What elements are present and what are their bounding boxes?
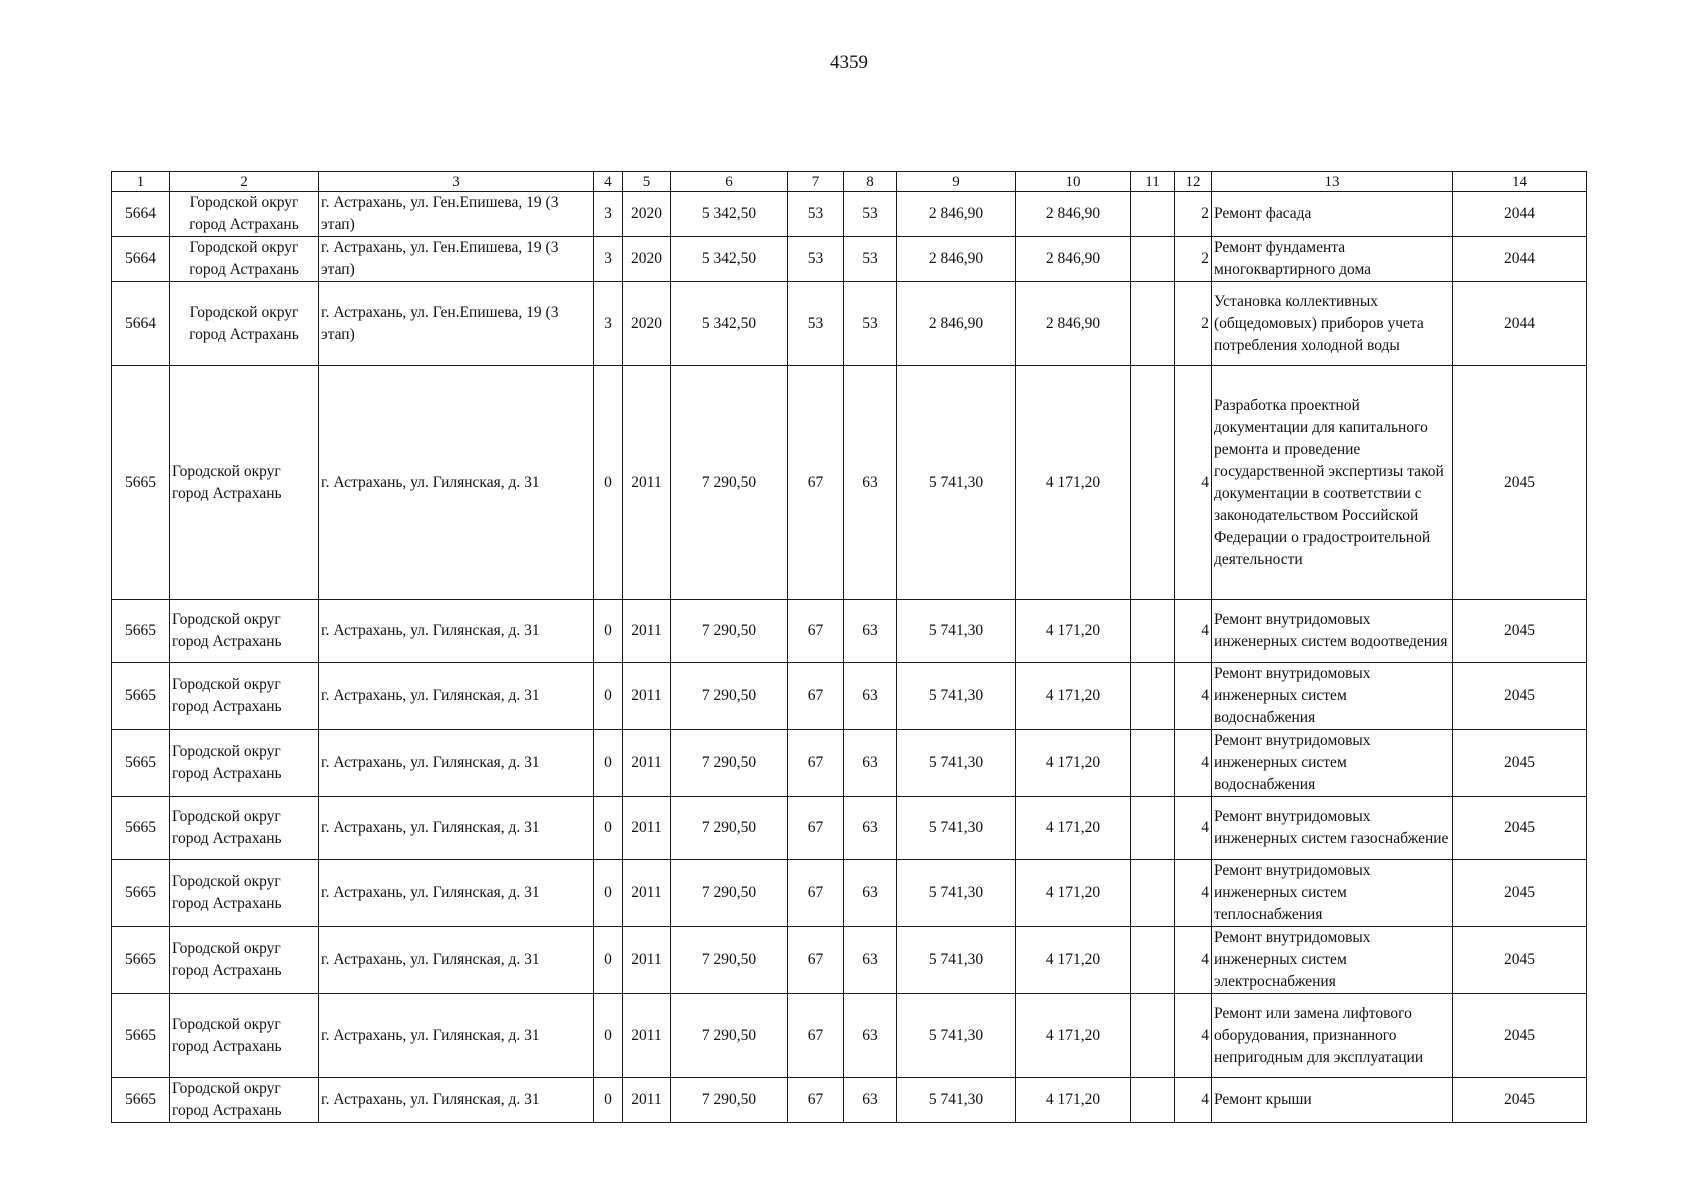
cell-col9: 5 741,30	[897, 663, 1016, 730]
cell-address: г. Астрахань, ул. Гилянская, д. 31	[319, 994, 594, 1078]
cell-year: 2011	[623, 927, 671, 994]
column-header: 10	[1016, 172, 1131, 192]
cell-col7: 53	[788, 282, 844, 366]
cell-address: г. Астрахань, ул. Гилянская, д. 31	[319, 600, 594, 663]
cell-area: 7 290,50	[671, 366, 788, 600]
cell-plan-year: 2045	[1453, 600, 1587, 663]
cell-plan-year: 2045	[1453, 1078, 1587, 1123]
table-row	[112, 860, 1587, 927]
cell-work-type: Ремонт внутридомовых инженерных систем электроснабжения	[1212, 927, 1453, 994]
cell-plan-year: 2045	[1453, 927, 1587, 994]
cell-col8: 63	[844, 797, 897, 860]
cell-year: 2011	[623, 366, 671, 600]
cell-year: 2011	[623, 663, 671, 730]
cell-col11	[1131, 192, 1175, 237]
cell-municipality: Городской округ город Астрахань	[170, 600, 319, 663]
table-row	[112, 237, 1587, 282]
cell-col9: 2 846,90	[897, 282, 1016, 366]
cell-col12: 2	[1175, 282, 1212, 366]
cell-id: 5665	[112, 994, 170, 1078]
cell-area: 7 290,50	[671, 663, 788, 730]
cell-id: 5665	[112, 797, 170, 860]
cell-address: г. Астрахань, ул. Гилянская, д. 31	[319, 1078, 594, 1123]
column-header: 5	[623, 172, 671, 192]
cell-col9: 5 741,30	[897, 366, 1016, 600]
cell-col8: 63	[844, 994, 897, 1078]
cell-col4: 0	[594, 860, 623, 927]
cell-col12: 2	[1175, 192, 1212, 237]
cell-plan-year: 2045	[1453, 366, 1587, 600]
cell-col7: 67	[788, 797, 844, 860]
cell-work-type: Ремонт внутридомовых инженерных систем газоснабжение	[1212, 797, 1453, 860]
cell-year: 2011	[623, 730, 671, 797]
table-row	[112, 366, 1587, 600]
cell-col12: 4	[1175, 797, 1212, 860]
cell-municipality: Городской округ город Астрахань	[170, 927, 319, 994]
cell-address: г. Астрахань, ул. Гилянская, д. 31	[319, 860, 594, 927]
cell-col9: 5 741,30	[897, 730, 1016, 797]
capital-repair-table	[111, 171, 1587, 1123]
table-row	[112, 994, 1587, 1078]
cell-col12: 4	[1175, 730, 1212, 797]
cell-col10: 4 171,20	[1016, 600, 1131, 663]
cell-plan-year: 2045	[1453, 730, 1587, 797]
cell-municipality: Городской округ город Астрахань	[170, 282, 319, 366]
cell-col11	[1131, 237, 1175, 282]
cell-id: 5664	[112, 282, 170, 366]
cell-col11	[1131, 730, 1175, 797]
cell-col4: 3	[594, 237, 623, 282]
cell-plan-year: 2045	[1453, 797, 1587, 860]
column-header: 11	[1131, 172, 1175, 192]
cell-address: г. Астрахань, ул. Гилянская, д. 31	[319, 663, 594, 730]
cell-area: 7 290,50	[671, 994, 788, 1078]
cell-col9: 5 741,30	[897, 860, 1016, 927]
cell-col8: 53	[844, 237, 897, 282]
cell-col8: 63	[844, 366, 897, 600]
cell-area: 5 342,50	[671, 282, 788, 366]
cell-col4: 0	[594, 797, 623, 860]
cell-col11	[1131, 860, 1175, 927]
cell-work-type: Ремонт внутридомовых инженерных систем водоотведения	[1212, 600, 1453, 663]
cell-col10: 2 846,90	[1016, 282, 1131, 366]
column-number-row	[112, 172, 1587, 192]
cell-work-type: Установка коллективных (общедомовых) приборов учета потребления холодной воды	[1212, 282, 1453, 366]
cell-id: 5665	[112, 663, 170, 730]
cell-plan-year: 2045	[1453, 663, 1587, 730]
cell-col7: 67	[788, 730, 844, 797]
cell-col4: 0	[594, 927, 623, 994]
column-header: 6	[671, 172, 788, 192]
cell-municipality: Городской округ город Астрахань	[170, 366, 319, 600]
cell-col11	[1131, 927, 1175, 994]
cell-col4: 0	[594, 1078, 623, 1123]
cell-col8: 53	[844, 282, 897, 366]
cell-col7: 67	[788, 366, 844, 600]
cell-address: г. Астрахань, ул. Ген.Епишева, 19 (3 этап)	[319, 282, 594, 366]
cell-col7: 67	[788, 927, 844, 994]
cell-col4: 0	[594, 366, 623, 600]
cell-plan-year: 2045	[1453, 994, 1587, 1078]
table-row	[112, 282, 1587, 366]
cell-municipality: Городской округ город Астрахань	[170, 730, 319, 797]
cell-year: 2020	[623, 237, 671, 282]
cell-col12: 4	[1175, 366, 1212, 600]
cell-address: г. Астрахань, ул. Гилянская, д. 31	[319, 366, 594, 600]
cell-col10: 4 171,20	[1016, 927, 1131, 994]
column-header: 1	[112, 172, 170, 192]
cell-col11	[1131, 600, 1175, 663]
cell-col4: 0	[594, 600, 623, 663]
cell-plan-year: 2044	[1453, 282, 1587, 366]
cell-col11	[1131, 282, 1175, 366]
cell-col4: 0	[594, 994, 623, 1078]
table-row	[112, 663, 1587, 730]
cell-col9: 5 741,30	[897, 994, 1016, 1078]
cell-area: 7 290,50	[671, 730, 788, 797]
column-header: 4	[594, 172, 623, 192]
cell-id: 5664	[112, 192, 170, 237]
cell-id: 5665	[112, 366, 170, 600]
table-row	[112, 600, 1587, 663]
cell-area: 7 290,50	[671, 927, 788, 994]
column-header: 8	[844, 172, 897, 192]
cell-col10: 4 171,20	[1016, 797, 1131, 860]
cell-col12: 4	[1175, 600, 1212, 663]
column-header: 12	[1175, 172, 1212, 192]
cell-col8: 63	[844, 1078, 897, 1123]
cell-col9: 5 741,30	[897, 600, 1016, 663]
column-header: 14	[1453, 172, 1587, 192]
cell-year: 2011	[623, 600, 671, 663]
cell-work-type: Ремонт или замена лифтового оборудования, признанного непригодным для эксплуатации	[1212, 994, 1453, 1078]
cell-address: г. Астрахань, ул. Гилянская, д. 31	[319, 730, 594, 797]
cell-col8: 63	[844, 600, 897, 663]
cell-col10: 4 171,20	[1016, 663, 1131, 730]
column-header: 9	[897, 172, 1016, 192]
cell-area: 7 290,50	[671, 797, 788, 860]
cell-col12: 4	[1175, 927, 1212, 994]
cell-col10: 4 171,20	[1016, 730, 1131, 797]
cell-id: 5665	[112, 860, 170, 927]
cell-year: 2011	[623, 1078, 671, 1123]
cell-col12: 4	[1175, 663, 1212, 730]
cell-id: 5665	[112, 600, 170, 663]
cell-col4: 3	[594, 192, 623, 237]
cell-municipality: Городской округ город Астрахань	[170, 663, 319, 730]
cell-col7: 53	[788, 192, 844, 237]
cell-col8: 53	[844, 192, 897, 237]
cell-address: г. Астрахань, ул. Ген.Епишева, 19 (3 этап)	[319, 192, 594, 237]
table-row	[112, 1078, 1587, 1123]
cell-col12: 4	[1175, 994, 1212, 1078]
cell-work-type: Ремонт внутридомовых инженерных систем водоснабжения	[1212, 663, 1453, 730]
cell-work-type: Ремонт внутридомовых инженерных систем водоснабжения	[1212, 730, 1453, 797]
cell-col10: 4 171,20	[1016, 860, 1131, 927]
cell-col9: 5 741,30	[897, 1078, 1016, 1123]
cell-plan-year: 2044	[1453, 237, 1587, 282]
cell-col10: 4 171,20	[1016, 1078, 1131, 1123]
cell-municipality: Городской округ город Астрахань	[170, 797, 319, 860]
cell-year: 2020	[623, 192, 671, 237]
cell-col7: 67	[788, 600, 844, 663]
cell-municipality: Городской округ город Астрахань	[170, 860, 319, 927]
cell-col11	[1131, 663, 1175, 730]
table-row	[112, 797, 1587, 860]
cell-year: 2011	[623, 797, 671, 860]
cell-col7: 53	[788, 237, 844, 282]
cell-area: 7 290,50	[671, 600, 788, 663]
cell-work-type: Ремонт фасада	[1212, 192, 1453, 237]
cell-col8: 63	[844, 927, 897, 994]
cell-col8: 63	[844, 860, 897, 927]
table-row	[112, 730, 1587, 797]
cell-year: 2011	[623, 860, 671, 927]
cell-area: 5 342,50	[671, 192, 788, 237]
cell-year: 2011	[623, 994, 671, 1078]
cell-municipality: Городской округ город Астрахань	[170, 994, 319, 1078]
cell-col9: 5 741,30	[897, 797, 1016, 860]
cell-col9: 5 741,30	[897, 927, 1016, 994]
table-row	[112, 192, 1587, 237]
cell-municipality: Городской округ город Астрахань	[170, 237, 319, 282]
cell-id: 5665	[112, 927, 170, 994]
cell-year: 2020	[623, 282, 671, 366]
cell-col9: 2 846,90	[897, 237, 1016, 282]
column-header: 2	[170, 172, 319, 192]
cell-id: 5664	[112, 237, 170, 282]
cell-col12: 4	[1175, 860, 1212, 927]
cell-col7: 67	[788, 663, 844, 730]
cell-area: 7 290,50	[671, 1078, 788, 1123]
cell-col7: 67	[788, 1078, 844, 1123]
column-header: 3	[319, 172, 594, 192]
cell-col4: 0	[594, 663, 623, 730]
cell-area: 5 342,50	[671, 237, 788, 282]
cell-work-type: Ремонт фундамента многоквартирного дома	[1212, 237, 1453, 282]
cell-area: 7 290,50	[671, 860, 788, 927]
cell-plan-year: 2044	[1453, 192, 1587, 237]
cell-col4: 0	[594, 730, 623, 797]
cell-plan-year: 2045	[1453, 860, 1587, 927]
cell-work-type: Ремонт крыши	[1212, 1078, 1453, 1123]
cell-col11	[1131, 797, 1175, 860]
cell-col7: 67	[788, 994, 844, 1078]
cell-municipality: Городской округ город Астрахань	[170, 1078, 319, 1123]
page-number: 4359	[830, 52, 868, 73]
table-row	[112, 927, 1587, 994]
cell-col10: 4 171,20	[1016, 994, 1131, 1078]
cell-address: г. Астрахань, ул. Гилянская, д. 31	[319, 797, 594, 860]
cell-col10: 2 846,90	[1016, 237, 1131, 282]
cell-work-type: Ремонт внутридомовых инженерных систем теплоснабжения	[1212, 860, 1453, 927]
cell-municipality: Городской округ город Астрахань	[170, 192, 319, 237]
cell-col12: 4	[1175, 1078, 1212, 1123]
cell-id: 5665	[112, 1078, 170, 1123]
column-header: 7	[788, 172, 844, 192]
cell-col11	[1131, 366, 1175, 600]
cell-col10: 2 846,90	[1016, 192, 1131, 237]
cell-col10: 4 171,20	[1016, 366, 1131, 600]
cell-col9: 2 846,90	[897, 192, 1016, 237]
cell-col12: 2	[1175, 237, 1212, 282]
cell-id: 5665	[112, 730, 170, 797]
cell-col11	[1131, 1078, 1175, 1123]
cell-work-type: Разработка проектной документации для капитального ремонта и проведение государственной экспертизы такой документации в соответствии с законодательством Российской Федерации о градостроительной деятельности	[1212, 366, 1453, 600]
cell-col11	[1131, 994, 1175, 1078]
cell-col8: 63	[844, 730, 897, 797]
cell-col4: 3	[594, 282, 623, 366]
column-header: 13	[1212, 172, 1453, 192]
cell-address: г. Астрахань, ул. Гилянская, д. 31	[319, 927, 594, 994]
cell-col8: 63	[844, 663, 897, 730]
cell-address: г. Астрахань, ул. Ген.Епишева, 19 (3 этап)	[319, 237, 594, 282]
cell-col7: 67	[788, 860, 844, 927]
